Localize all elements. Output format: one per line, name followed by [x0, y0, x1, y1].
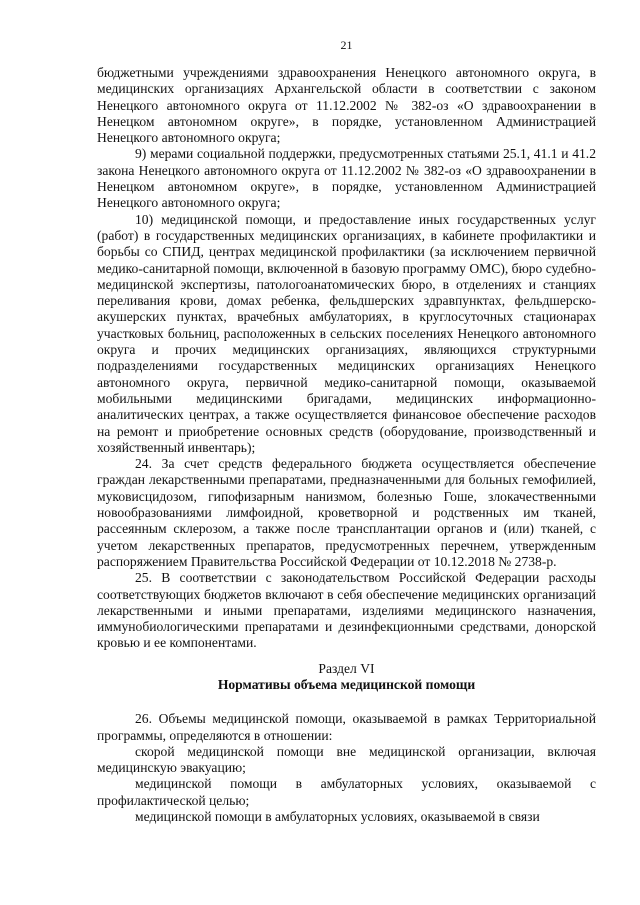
paragraph: медицинской помощи в амбулаторных условиях, оказываемой в связи — [135, 809, 540, 825]
paragraph: 9) мерами социальной поддержки, предусмотренных статьями 25.1, 41.1 и 41.2 закона Ненецкого автономного округа от 11.12.2002 № 382-оз «О здравоохранении в Ненецком автономном округе», в порядке, установленном Администрацией Ненецкого автономного округа; — [97, 146, 596, 211]
paragraph: скорой медицинской помощи вне медицинской организации, включая медицинскую эвакуацию; — [97, 743, 596, 776]
section-title: Нормативы объема медицинской помощи — [217, 676, 476, 692]
paragraph: 24. За счет средств федерального бюджета осуществляется обеспечение граждан лекарственными препаратами, предназначенными для больных гемофилией, муковисцидозом, гипофизарным нанизмом, болезнью Гоше, злокачественными новообразованиями лимфоидной, кроветворной и родственных им тканей, рассеянным склерозом, а также после трансплантации органов и (или) тканей, с учетом лекарственных препаратов, предусмотренных перечнем, утвержденным распоряжением Правительства Российской Федерации от 10.12.2018 № 2738-р. — [97, 456, 596, 569]
paragraph: 10) медицинской помощи, и предоставление иных государственных услуг (работ) в государственных медицинских организациях, в кабинете профилактики и борьбы со СПИД, центрах медицинской профилактики (за исключением первичной медико-санитарной помощи, включенной в базовую программу ОМС), бюро судебно-медицинской экспертизы, патологоанатомических бюро, в отделениях и станциях переливания крови, домах ребенка, фельдшерских здравпунктах, фельдшерско-акушерских пунктах, врачебных амбулаториях, в круглосуточных стационарах участковых больниц, расположенных в сельских поселениях Ненецкого автономного округа и прочих медицинских организациях, являющихся структурными подразделениями государственных медицинских организациях Ненецкого автономного округа, первичной медико-санитарной помощи, оказываемой мобильными медицинскими бригадами, медицинских информационно-аналитических центрах, а также осуществляется финансовое обеспечение расходов на ремонт и приобретение основных средств (оборудование, производственный и хозяйственный инвентарь); — [97, 211, 596, 455]
body-text-bottom — [97, 711, 596, 825]
body-text-top — [97, 65, 596, 652]
paragraph: медицинской помощи в амбулаторных условиях, оказываемой с профилактической целью; — [97, 776, 596, 808]
section-label: Раздел VI — [318, 660, 375, 676]
paragraph: 26. Объемы медицинской помощи, оказываемой в рамках Территориальной программы, определяются в отношении: — [97, 711, 596, 743]
paragraph: бюджетными учреждениями здравоохранения Ненецкого автономного округа, в медицинских организациях Архангельской области в соответствии с законом Ненецкого автономного округа от 11.12.2002 № 382-оз «О здравоохранении в Ненецком автономном округе», в порядке, установленном Администрацией Ненецкого автономного округа; — [97, 65, 596, 146]
paragraph: 25. В соответствии с законодательством Российской Федерации расходы соответствующих бюджетов включают в себя обеспечение медицинских организаций лекарственными и иными препаратами, изделиями медицинского назначения, иммунобиологическими препаратами и дезинфекционными средствами, донорской кровью и ее компонентами. — [97, 570, 596, 651]
page-number: 21 — [340, 38, 353, 52]
